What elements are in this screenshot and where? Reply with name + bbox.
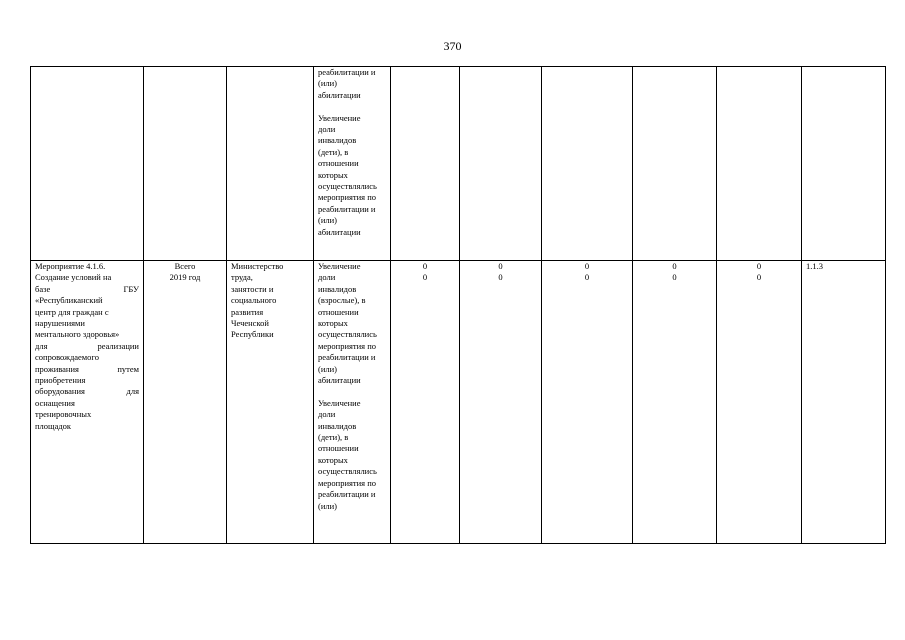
value-cell [542,67,633,261]
period-cell [144,67,227,261]
value-2019: 0 [422,272,428,283]
executor-cell: Министерство труда, занятости и социального развития Чеченской Республики [227,261,314,544]
value-cell [717,261,802,544]
indicator-paragraph: Увеличение доли инвалидов (дети), в отношении которых осуществлялись мероприятия по реабилитации и (или) абилитации [318,112,377,237]
table-row-continuation [31,67,886,261]
value-total: 0 [498,261,503,271]
link-cell [802,67,886,261]
event-cell: Мероприятие 4.1.6. Создание условий на базе ГБУ «Республиканский центр для граждан с нарушениями ментального здоровья» для реализации сопровождаемого проживания путем приобретения оборудования для оснащения тренировочных площадок [31,261,144,544]
value-cell [460,67,542,261]
value-cell [633,261,717,544]
value-cell [542,261,633,544]
value-cell [460,261,542,544]
period-total-label: Всего [174,261,196,271]
link-reference: 1.1.3 [806,261,823,271]
period-year-label: 2019 год [169,272,201,283]
value-cell [717,67,802,261]
value-total: 0 [672,261,677,271]
value-cell [633,67,717,261]
period-cell [144,261,227,544]
event-name: Мероприятие 4.1.6. [35,261,106,271]
indicator-paragraph: Увеличение доли инвалидов (дети), в отношении которых осуществлялись мероприятия по реабилитации и (или) [318,397,377,511]
indicator-cell [314,67,391,261]
value-2019: 0 [756,272,762,283]
indicator-paragraph: Увеличение доли инвалидов (взрослые), в отношении которых осуществлялись мероприятия по реабилитации и (или) абилитации [318,261,377,386]
value-2019: 0 [672,272,677,283]
page-number: 370 [443,39,462,53]
value-cell [391,261,460,544]
program-table [30,66,886,544]
value-total: 0 [584,261,590,271]
event-cell [31,67,144,261]
value-cell [391,67,460,261]
value-total: 0 [756,261,762,271]
link-cell [802,261,886,544]
indicator-cell [314,261,391,544]
executor-cell [227,67,314,261]
indicator-paragraph: реабилитации и (или) абилитации [318,67,376,100]
value-2019: 0 [584,272,590,283]
value-2019: 0 [498,272,503,283]
value-total: 0 [422,261,428,271]
table-row-event-4-1-6 [31,261,886,544]
